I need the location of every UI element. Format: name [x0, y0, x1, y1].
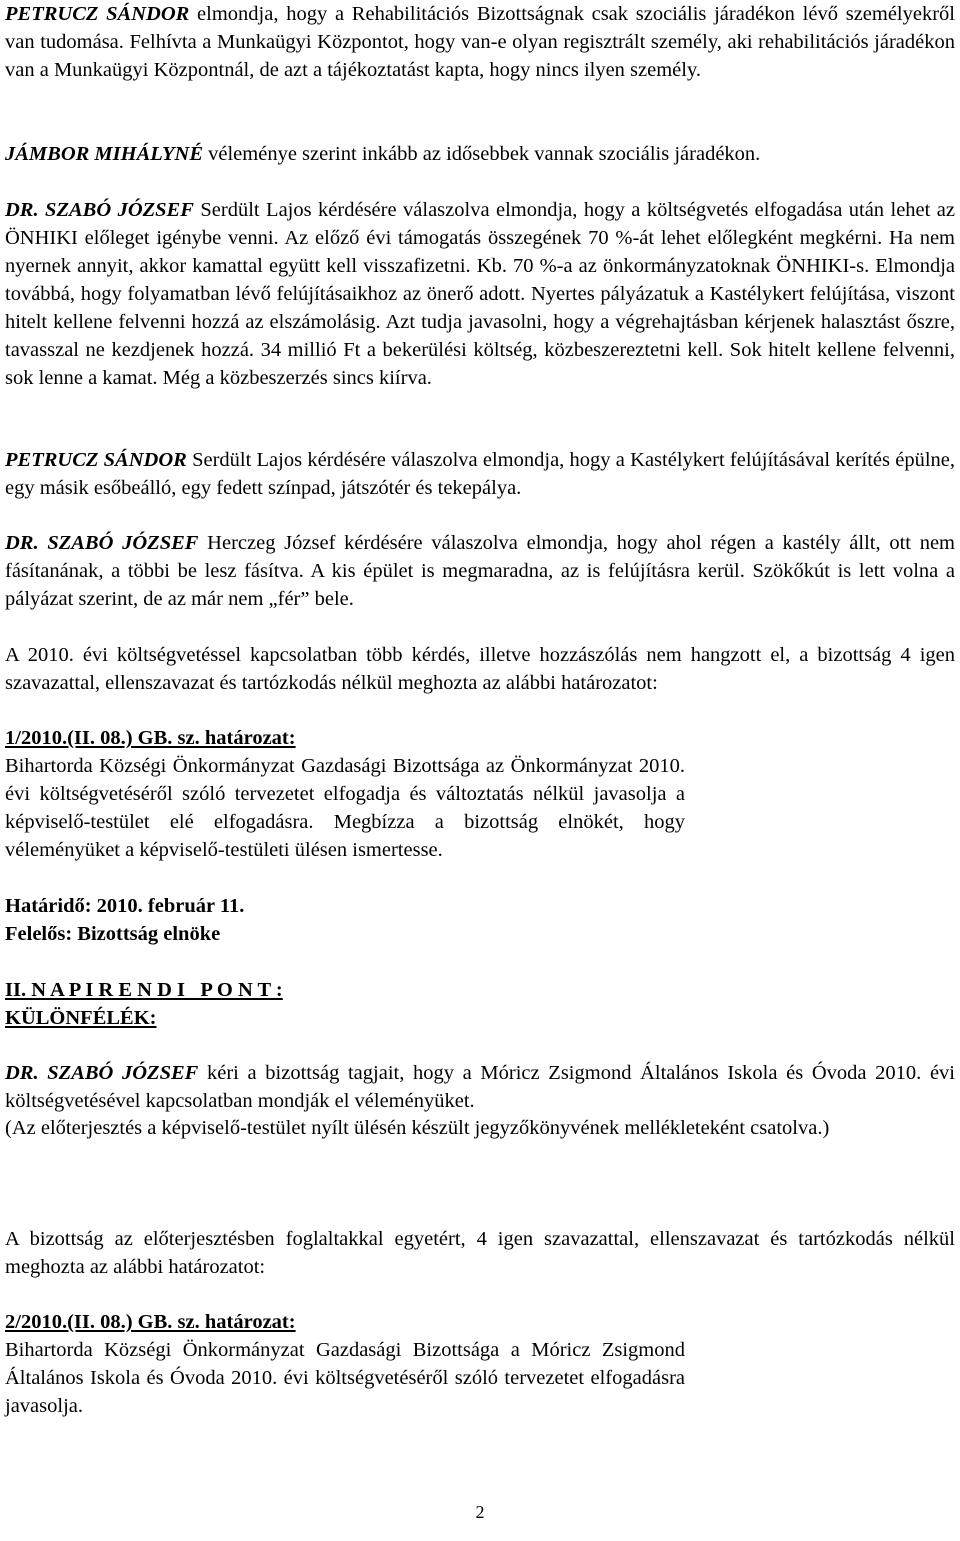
resolution-2-heading [5, 1308, 685, 1336]
paragraph-szabo-1 [5, 196, 955, 392]
paragraph-text: elmondja, hogy a Rehabilitációs Bizottságnak csak szociális járadékon lévő személyekről van tudomása. Felhívta a Munkaügyi Központot, hogy van-e olyan regisztrált személy, aki rehabilitációs járadékon van a Munkaügyi Központnál, de azt a tájékoztatást kapta, hogy nincs ilyen személy. [5, 3, 956, 81]
agenda-subheading-wrap [5, 1004, 955, 1032]
agenda-heading: II. N A P I R E N D I P O N T : [5, 979, 283, 1001]
speaker-name: DR. SZABÓ JÓZSEF [5, 1062, 199, 1084]
paragraph-petrucz-1 [5, 0, 955, 84]
agenda-subheading: KÜLÖNFÉLÉK: [5, 1007, 157, 1029]
speaker-name: DR. SZABÓ JÓZSEF [5, 532, 199, 554]
paragraph-budget-vote: A 2010. évi költségvetéssel kapcsolatban több kérdés, illetve hozzászólás nem hangzott el, a bizottság 4 igen szavazattal, ellenszavazat és tartózkodás nélkül meghozta az alábbi határozatot: [5, 644, 955, 694]
resolution-heading: 1/2010.(II. 08.) GB. sz. határozat: [5, 727, 296, 749]
paragraph-attachment-note: (Az előterjesztés a képviselő-testület nyílt ülésén készült jegyzőkönyvének mellékleteként csatolva.) [5, 1117, 830, 1139]
resolution-1-heading [5, 724, 685, 752]
page-number: 2 [475, 1502, 485, 1522]
speaker-name: DR. SZABÓ JÓZSEF [5, 199, 194, 221]
resolution-1-responsible: Felelős: Bizottság elnöke [5, 923, 221, 945]
speaker-name: PETRUCZ SÁNDOR [5, 3, 190, 25]
paragraph-text: véleménye szerint inkább az idősebbek vannak szociális járadékon. [203, 143, 761, 165]
resolution-heading: 2/2010.(II. 08.) GB. sz. határozat: [5, 1311, 296, 1333]
speaker-name: JÁMBOR MIHÁLYNÉ [5, 143, 204, 165]
paragraph-text: Serdült Lajos kérdésére válaszolva elmondja, hogy a Kastélykert felújításával kerítés épülne, egy másik esőbeálló, egy fedett színpad, játszótér és tekepálya. [5, 449, 955, 499]
paragraph-vote-2: A bizottság az előterjesztésben foglaltakkal egyetért, 4 igen szavazattal, ellenszavazat és tartózkodás nélkül meghozta az alábbi határozatot: [5, 1228, 955, 1278]
paragraph-jambor [5, 140, 955, 168]
paragraph-petrucz-2 [5, 446, 955, 502]
speaker-name: PETRUCZ SÁNDOR [5, 449, 187, 471]
paragraph-szabo-2 [5, 529, 955, 613]
paragraph-text: Serdült Lajos kérdésére válaszolva elmondja, hogy a költségvetés elfogadása után lehet az ÖNHIKI előleget igénybe venni. Az előző évi támogatás összegének 70 %-át lehet előlegként megkérni. Ha nem nyernek annyit, akkor kamattal együtt kell visszafizetni. Kb. 70 %-a az önkormányzatoknak ÖNHIKI-s. Elmondja továbbá, hogy folyamatban lévő felújításaikhoz az önerő adott. Nyertes pályázatuk a Kastélykert felújítása, viszont hitelt kellene felvenni hozzá az elszámolásig. Azt tudja javasolni, hogy a végrehajtásban kérjenek halasztást őszre, tavasszal ne kezdjenek hozzá. 34 millió Ft a bekerülési költség, közbeszereztetni kell. Sok hitelt kellene felvenni, sok lenne a kamat. Még a közbeszerzés sincs kiírva. [5, 199, 955, 389]
paragraph-szabo-3 [5, 1059, 955, 1115]
paragraph-text: kéri a bizottság tagjait, hogy a Móricz Zsigmond Általános Iskola és Óvoda 2010. évi költségvetésével kapcsolatban mondják el véleményüket. [5, 1062, 955, 1112]
resolution-2-body: Bihartorda Községi Önkormányzat Gazdasági Bizottsága a Móricz Zsigmond Általános Iskola és Óvoda 2010. évi költségvetéséről szóló tervezetet elfogadásra javasolja. [5, 1339, 685, 1417]
resolution-1-deadline: Határidő: 2010. február 11. [5, 895, 245, 917]
resolution-1-body: Bihartorda Községi Önkormányzat Gazdasági Bizottsága az Önkormányzat 2010. évi költségvetéséről szóló tervezetet elfogadja és változtatás nélkül javasolja a képviselő-testület elé elfogadásra. Megbízza a bizottság elnökét, hogy véleményüket a képviselő-testületi ülésen ismertesse. [5, 755, 685, 861]
paragraph-text: Herczeg József kérdésére válaszolva elmondja, hogy ahol régen a kastély állt, ott nem fásítanának, a többi be lesz fásítva. A kis épület is megmaradna, az is felújításra kerül. Szökőkút is lett volna a pályázat szerint, de az már nem „fér” bele. [5, 532, 955, 610]
